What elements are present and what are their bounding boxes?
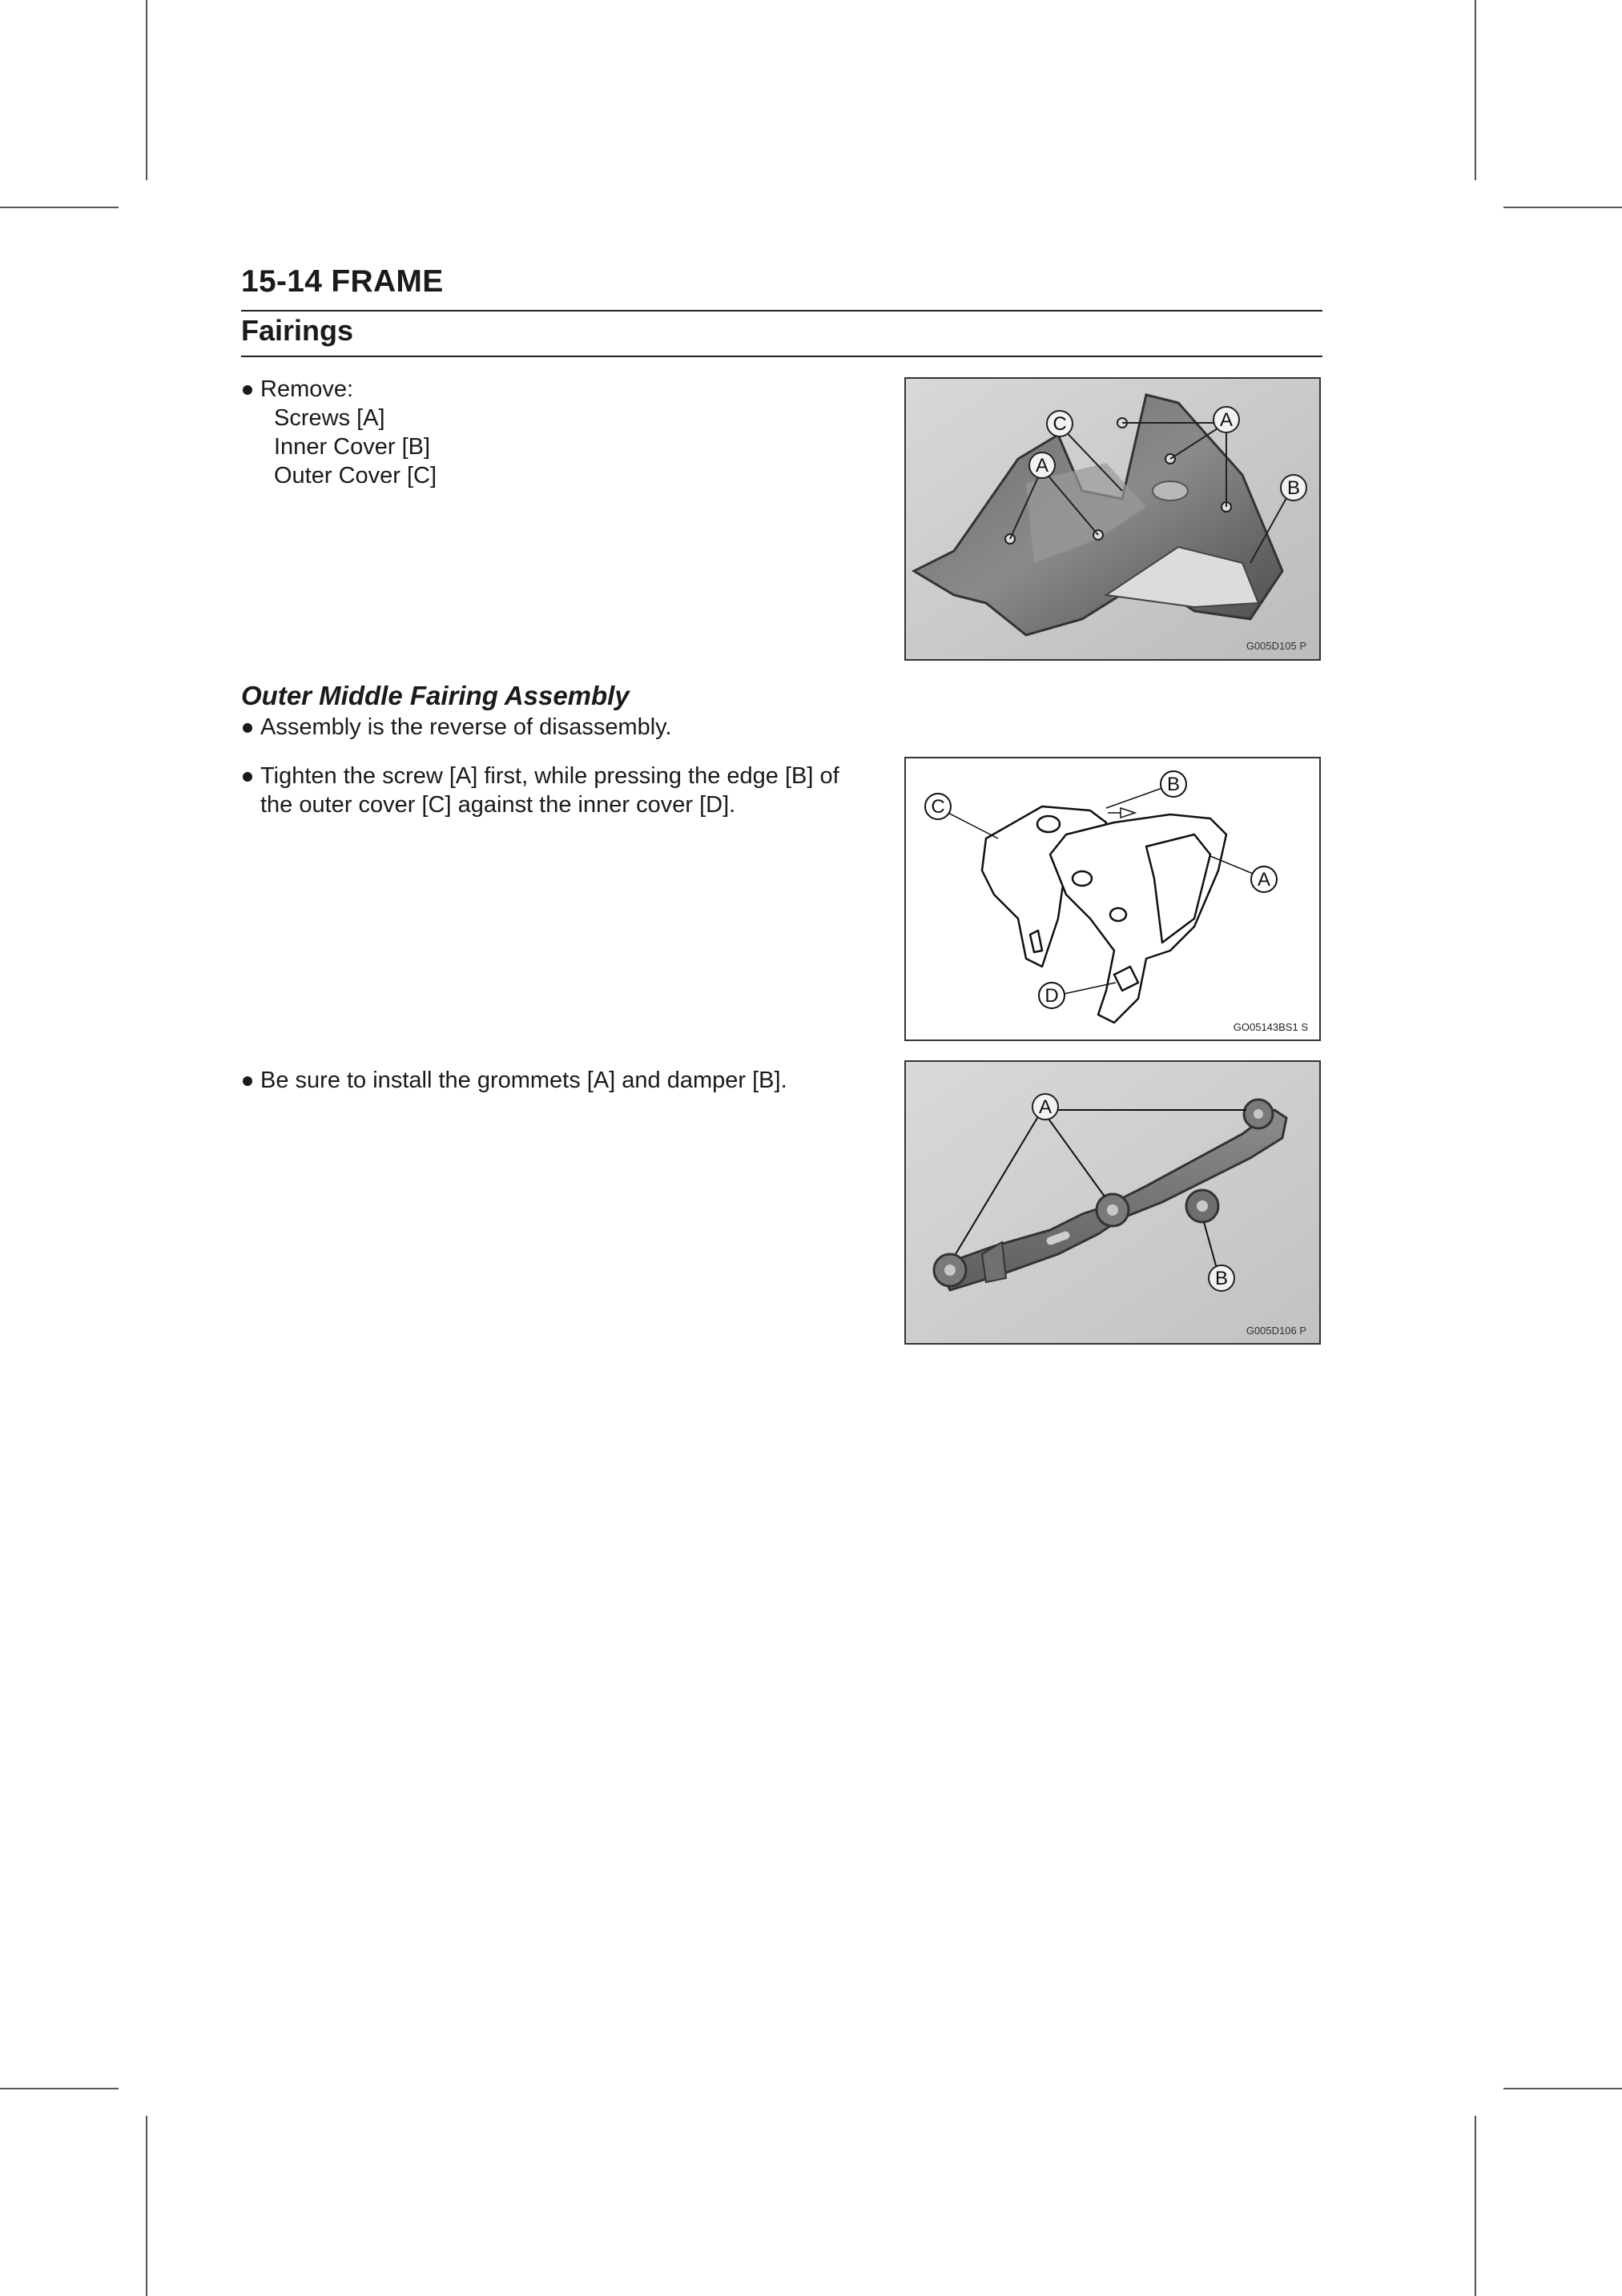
section-rule [241,356,1322,357]
step-remove [241,375,882,490]
assembly-bullet-2: Tighten the screw [A] first, while pressing the edge [B] of [241,762,882,790]
assembly-line1 [241,713,882,742]
figure-code: GO05143BS1 S [1233,1021,1308,1033]
remove-item-screws: Screws [A] [274,405,385,431]
fairing-drawing [906,758,1319,1039]
assembly-bullet-2-cont: the outer cover [C] against the inner cover [D]. [260,792,736,818]
callout-label: D [1044,985,1059,1007]
remove-item-outer-cover: Outer Cover [C] [274,463,437,489]
assembly-line3 [241,1066,882,1095]
crop-mark [0,2088,119,2089]
page-title: 15-14 FRAME [241,264,444,299]
figure-code: G005D106 P [1246,1325,1306,1337]
section-title: Fairings [241,314,354,347]
remove-bullet: Remove: [241,375,882,404]
crop-mark [0,207,119,208]
callout-label: C [1052,413,1067,435]
figure-fairing-assembly [904,757,1321,1041]
bracket-photo [906,1062,1319,1343]
callout-label: B [1214,1268,1229,1289]
crop-mark [146,0,147,180]
figure-code: G005D105 P [1246,640,1306,652]
figure-fairing-removal [904,377,1321,661]
figure-grommets-damper [904,1060,1321,1345]
callout-label: A [1257,869,1271,891]
callout-label: A [1035,455,1049,476]
crop-mark [1503,2088,1622,2089]
header-rule [241,310,1322,312]
callout-label: B [1166,774,1181,795]
callout-label: B [1286,477,1301,499]
callout-label: C [931,796,945,818]
crop-mark [1475,0,1476,180]
crop-mark [146,2116,147,2296]
assembly-bullet-3: Be sure to install the grommets [A] and damper [B]. [241,1066,882,1095]
assembly-bullet-1: Assembly is the reverse of disassembly. [241,713,882,742]
crop-mark [1503,207,1622,208]
remove-item-inner-cover: Inner Cover [B] [274,434,431,460]
assembly-heading: Outer Middle Fairing Assembly [241,681,630,710]
callout-label: A [1219,409,1234,431]
assembly-line2 [241,762,882,819]
callout-label: A [1038,1096,1052,1118]
fairing-photo [906,379,1319,659]
crop-mark [1475,2116,1476,2296]
